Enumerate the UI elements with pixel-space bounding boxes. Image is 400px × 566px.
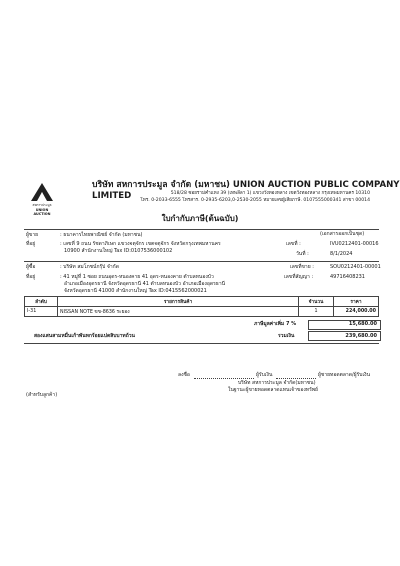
table-row bbox=[25, 307, 379, 317]
vat-label: ภาษีมูลค่าเพิ่ม 7 % bbox=[254, 321, 297, 327]
seller-address-line: : เลขที่ 9 ถนน รัชดาภิเษก แขวงจตุจักร เขตจตุจักร จังหวัดกรุงเทพมหานคร bbox=[60, 241, 221, 247]
item-no: I-31 bbox=[25, 307, 58, 317]
issuer-label: ผู้ชายทอดตลาด/ผู้รับเงิน bbox=[318, 372, 371, 378]
seller-address-label: ที่อยู่ bbox=[26, 241, 36, 247]
table-header-row bbox=[25, 297, 379, 307]
divider bbox=[24, 343, 379, 344]
vat-amount: 15,680.00 bbox=[348, 321, 377, 327]
company-logo bbox=[28, 182, 56, 216]
buyer-address-line: จังหวัดอุดรธานี 41000 สำนักงานใหญ่ Tax ID:0415562000021 bbox=[64, 288, 207, 294]
document-title: ใบกำกับภาษี(ต้นฉบับ) bbox=[161, 214, 239, 223]
col-header-description: รายการสินค้า bbox=[58, 297, 299, 307]
seller-address-line: 10900 สำนักงานใหญ่ Tax ID:0107536000102 bbox=[64, 248, 173, 254]
contract-number-label: เลขที่สัญญา : bbox=[284, 274, 314, 280]
buyer-address-label: ที่อยู่ bbox=[26, 274, 36, 280]
signature-line bbox=[276, 378, 316, 379]
total-amount: 239,680.00 bbox=[345, 333, 377, 339]
amount-in-words: สองแสนสามหมื่นเก้าพันหกร้อยแปดสิบบาทถ้วน bbox=[34, 333, 135, 339]
invoice-number: IVU0212401-00016 bbox=[330, 241, 379, 247]
logo-text-th: สหการประมูล bbox=[32, 203, 52, 207]
sale-number-label: เลขที่ขาย : bbox=[290, 264, 314, 270]
contract-number: 49716408231 bbox=[330, 274, 365, 280]
signer-label: ลงชื่อ bbox=[178, 372, 190, 378]
divider bbox=[24, 261, 379, 262]
item-price: 224,000.00 bbox=[334, 307, 379, 317]
company-name: บริษัท สหการประมูล จำกัด (มหาชน) UNION AUCTION PUBLIC COMPANY LIMITED bbox=[92, 180, 400, 201]
issuer-company: บริษัท สหการประมูล จำกัด(มหาชน) bbox=[238, 380, 316, 386]
seller-label: ผู้ขาย bbox=[26, 232, 39, 238]
customer-copy-label: (สำหรับลูกค้า) bbox=[26, 392, 58, 398]
invoice-date: 8/1/2024 bbox=[330, 251, 353, 257]
buyer-address-line: : 41 หมู่ที่ 1 ซอย ถนนอุดร-หนองคาย 41 อุดร-หนองคาย ตำบลหนองบัว bbox=[60, 274, 214, 280]
col-header-price: ราคา bbox=[334, 297, 379, 307]
sale-number: SOU0212401-00001 bbox=[330, 264, 381, 270]
buyer-address-line: อำเภอเมืองอุดรธานี จังหวัดอุดรธานี 41 ตำบลหนองบัว อำเภอเมืองอุดรธานี bbox=[64, 281, 226, 287]
issuer-role: ในฐานะผู้ขายทอดตลาดแทนเจ้าของทรัพย์ bbox=[228, 387, 318, 393]
items-table bbox=[24, 296, 379, 317]
union-auction-logo-icon bbox=[30, 182, 54, 202]
buyer-label: ผู้ซื้อ bbox=[26, 264, 36, 270]
invoice-date-label: วันที่ : bbox=[296, 251, 309, 257]
item-description: NISSAN NOTE ขข-8636 ระยอง bbox=[58, 307, 299, 317]
seller-name: : ธนาคารไทยพาณิชย์ จำกัด (มหาชน) bbox=[60, 232, 143, 238]
document-note: (เอกสารออกเป็นชุด) bbox=[320, 231, 365, 237]
buyer-name: : บริษัท สมโภชน์กรุ๊ป จำกัด bbox=[60, 264, 119, 270]
col-header-no: ลำดับ bbox=[25, 297, 58, 307]
item-qty: 1 bbox=[299, 307, 334, 317]
invoice-number-label: เลขที่ : bbox=[286, 241, 301, 247]
receiver-label: ผู้รับเงิน bbox=[256, 372, 273, 378]
total-label: รวมเงิน bbox=[278, 333, 295, 339]
company-contact: โทร. 0-2033-6555 โทรสาร. 0-2935-6203,0-2530-2055 หมายเลขผู้เสียภาษี. 0107555000341 สาขา 00014 bbox=[140, 198, 370, 203]
divider bbox=[24, 229, 379, 230]
col-header-qty: จำนวน bbox=[299, 297, 334, 307]
company-address: 518/28 ซอยราม่คำแหง 39 (เทพลีลา 1) แขวงวังทองหลาง เขตวังทองหลาง กรุงเทพมหานคร 10310 bbox=[170, 191, 370, 196]
logo-text-en: UNION AUCTION bbox=[33, 208, 51, 216]
signature-line bbox=[194, 378, 254, 379]
